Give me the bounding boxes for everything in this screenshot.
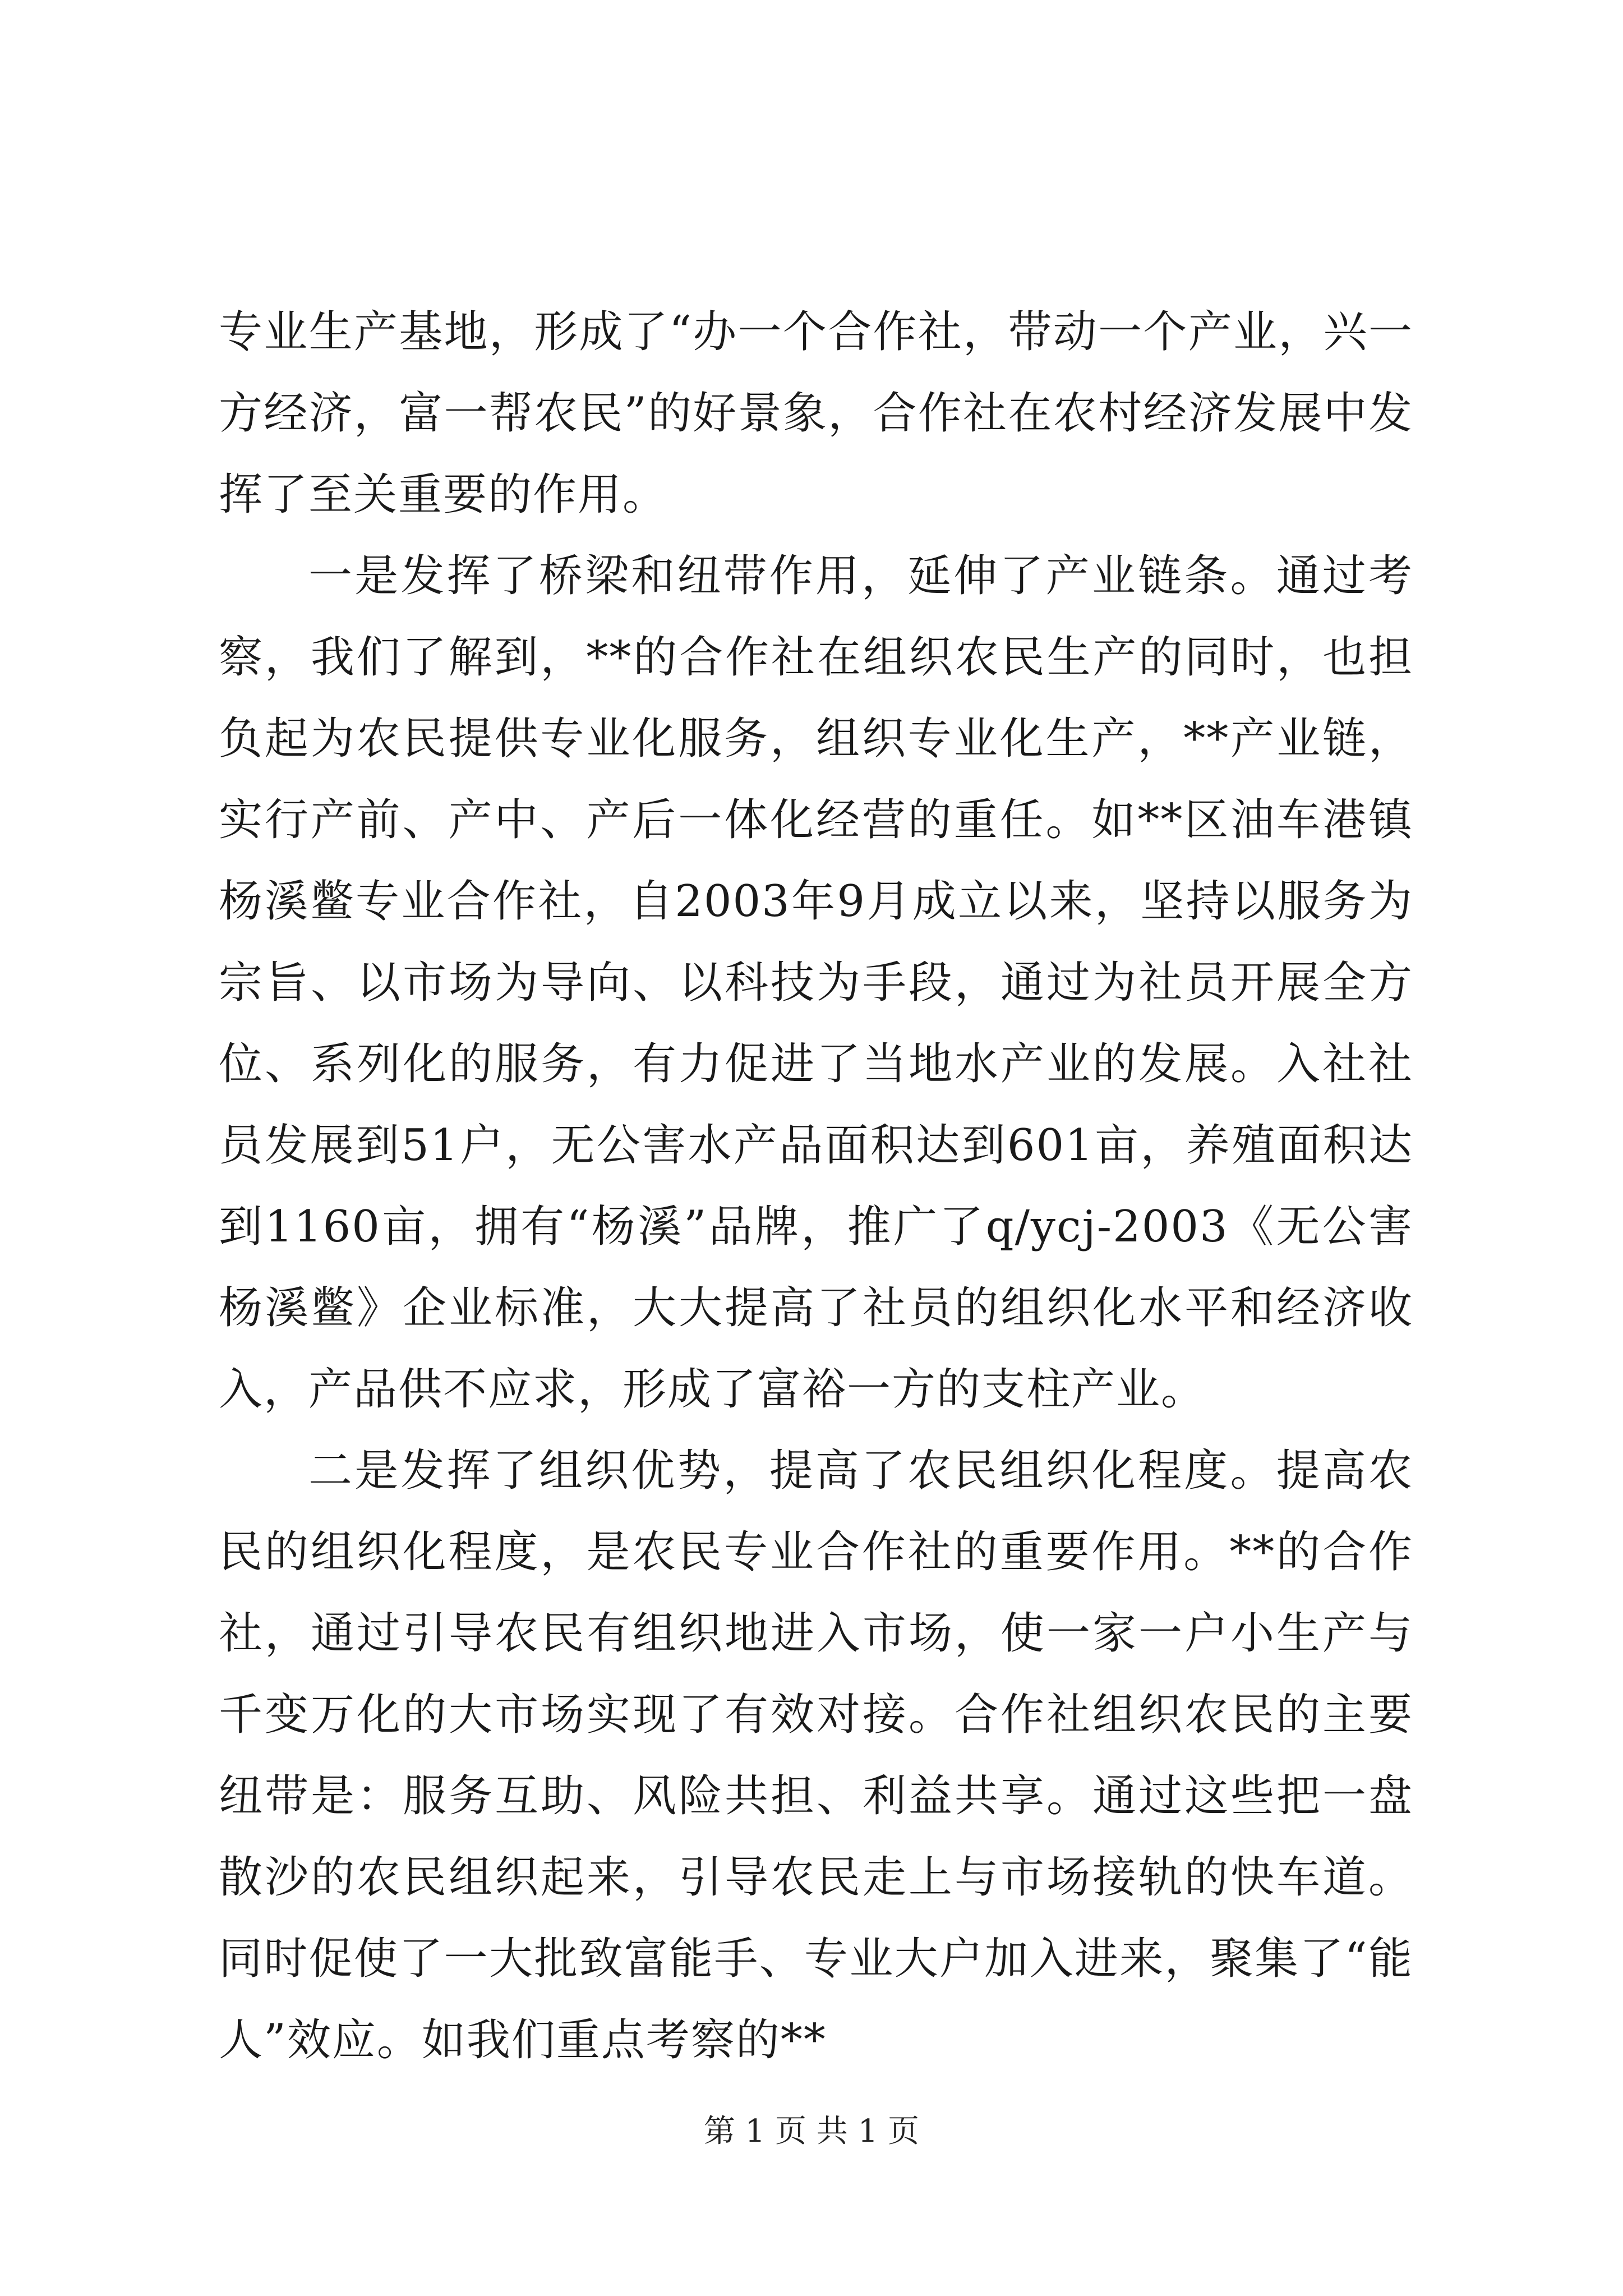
page-footer: 第 1 页 共 1 页 [703, 2113, 920, 2150]
paragraph-1: 专业生产基地，形成了“办一个合作社，带动一个产业，兴一方经济，富一帮农民”的好景象，合作社在农村经济发展中发挥了至关重要的作用。 [219, 307, 1413, 520]
paragraph-2: 一是发挥了桥梁和纽带作用，延伸了产业链条。通过考察，我们了解到，**的合作社在组织农民生产的同时，也担负起为农民提供专业化服务，组织专业化生产，**产业链，实行产前、产中、产后一体化经营的重任。如**区油车港镇杨溪鳖专业合作社，自2003年9月成立以来，坚持以服务为宗旨、以市场为导向、以科技为手段，通过为社员开展全方位、系列化的服务，有力促进了当地水产业的发展。入社社员发展到51户，无公害水产品面积达到601亩，养殖面积达到1160亩，拥有“杨溪”品牌，推广了q/ycj-2003《无公害杨溪鳖》企业标准，大大提高了社员的组织化水平和经济收入，产品供不应求，形成了富裕一方的支柱产业。 [219, 551, 1413, 1415]
paragraph-3: 二是发挥了组织优势，提高了农民组织化程度。提高农民的组织化程度，是农民专业合作社的重要作用。**的合作社，通过引导农民有组织地进入市场，使一家一户小生产与千变万化的大市场实现了有效对接。合作社组织农民的主要纽带是：服务互助、风险共担、利益共享。通过这些把一盘散沙的农民组织起来，引导农民走上与市场接轨的快车道。同时促使了一大批致富能手、专业大户加入进来，聚集了“能人”效应。如我们重点考察的** [219, 1446, 1413, 2065]
document-body [219, 292, 1413, 2081]
